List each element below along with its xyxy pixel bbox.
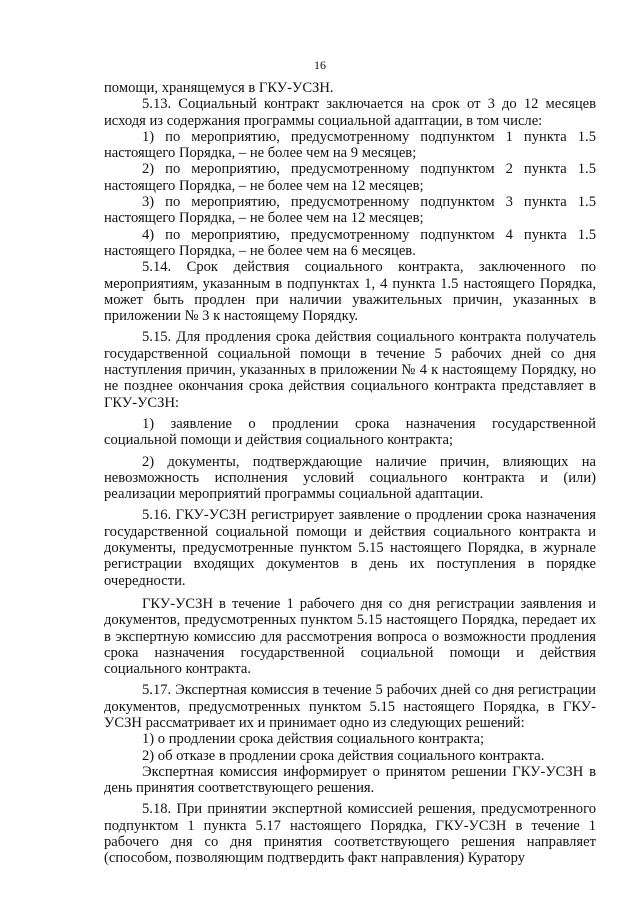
list-item-5-13-4: 4) по мероприятию, предусмотренному подпунктом 4 пункта 1.5 настоящего Порядка, – не более чем на 6 месяцев.: [104, 226, 596, 259]
paragraph-5-14: 5.14. Срок действия социального контракта, заключенного по мероприятиям, указанным в подпунктах 1, 4 пункта 1.5 настоящего Порядка, может быть продлен при наличии уважительных причин, указанных в приложении № 3 к настоящему Порядку.: [104, 259, 596, 325]
list-item-5-15-1: 1) заявление о продлении срока назначения государственной социальной помощи и действия социального контракта;: [104, 415, 596, 449]
paragraph-5-13: 5.13. Социальный контракт заключается на срок от 3 до 12 месяцев исходя из содержания программы социальной адаптации, в том числе:: [104, 96, 596, 129]
list-item-5-13-3: 3) по мероприятию, предусмотренному подпунктом 3 пункта 1.5 настоящего Порядка, – не более чем на 12 месяцев;: [104, 194, 596, 227]
paragraph-5-15: 5.15. Для продления срока действия социального контракта получатель государственной социальной помощи в течение 5 рабочих дней со дня наступления причин, указанных в приложении № 4 к настоящему Порядку, но не позднее окончания срока действия социального контракта представляет в ГКУ-УСЗН:: [104, 329, 596, 411]
paragraph-5-16: 5.16. ГКУ-УСЗН регистрирует заявление о продлении срока назначения государственной социальной помощи и действия социального контракта и документы, предусмотренные пунктом 5.15 настоящего Порядка, в журнале регистрации входящих документов в день их поступления в порядке очередности.: [104, 507, 596, 589]
list-item-5-17-1: 1) о продлении срока действия социального контракта;: [142, 731, 485, 748]
document-body: [104, 80, 596, 867]
paragraph-5-16-continued: ГКУ-УСЗН в течение 1 рабочего дня со дня регистрации заявления и документов, предусмотренных пунктом 5.15 настоящего Порядка, передает их в экспертную комиссию для рассмотрения вопроса о возможности продления срока назначения государственной социальной помощи и действия социального контракта.: [104, 595, 596, 678]
list-item-5-17-2: 2) об отказе в продлении срока действия социального контракта.: [142, 747, 545, 764]
list-item-5-15-2: 2) документы, подтверждающие наличие причин, влияющих на невозможность исполнения условий социального контракта и (или) реализации мероприятий программы социальной адаптации.: [104, 453, 596, 503]
paragraph-continuation: помощи, хранящемуся в ГКУ-УСЗН.: [104, 80, 334, 96]
paragraph-5-18: 5.18. При принятии экспертной комиссией решения, предусмотренного подпунктом 1 пункта 5.17 настоящего Порядка, ГКУ-УСЗН в течение 1 рабочего дня со дня принятия соответствующего решения направляет (способом, позволяющим подтвердить факт направления) Куратору: [104, 801, 596, 867]
paragraph-5-17-notice: Экспертная комиссия информирует о принятом решении ГКУ-УСЗН в день принятия соответствующего решения.: [104, 763, 596, 797]
list-item-5-13-2: 2) по мероприятию, предусмотренному подпунктом 2 пункта 1.5 настоящего Порядка, – не более чем на 12 месяцев;: [104, 161, 596, 194]
page-number: 16: [314, 58, 326, 72]
paragraph-5-17: 5.17. Экспертная комиссия в течение 5 рабочих дней со дня регистрации документов, предусмотренных пунктом 5.15 настоящего Порядка, в ГКУ-УСЗН рассматривает их и принимает одно из следующих решений:: [104, 682, 596, 731]
list-item-5-13-1: 1) по мероприятию, предусмотренному подпунктом 1 пункта 1.5 настоящего Порядка, – не более чем на 9 месяцев;: [104, 128, 596, 162]
